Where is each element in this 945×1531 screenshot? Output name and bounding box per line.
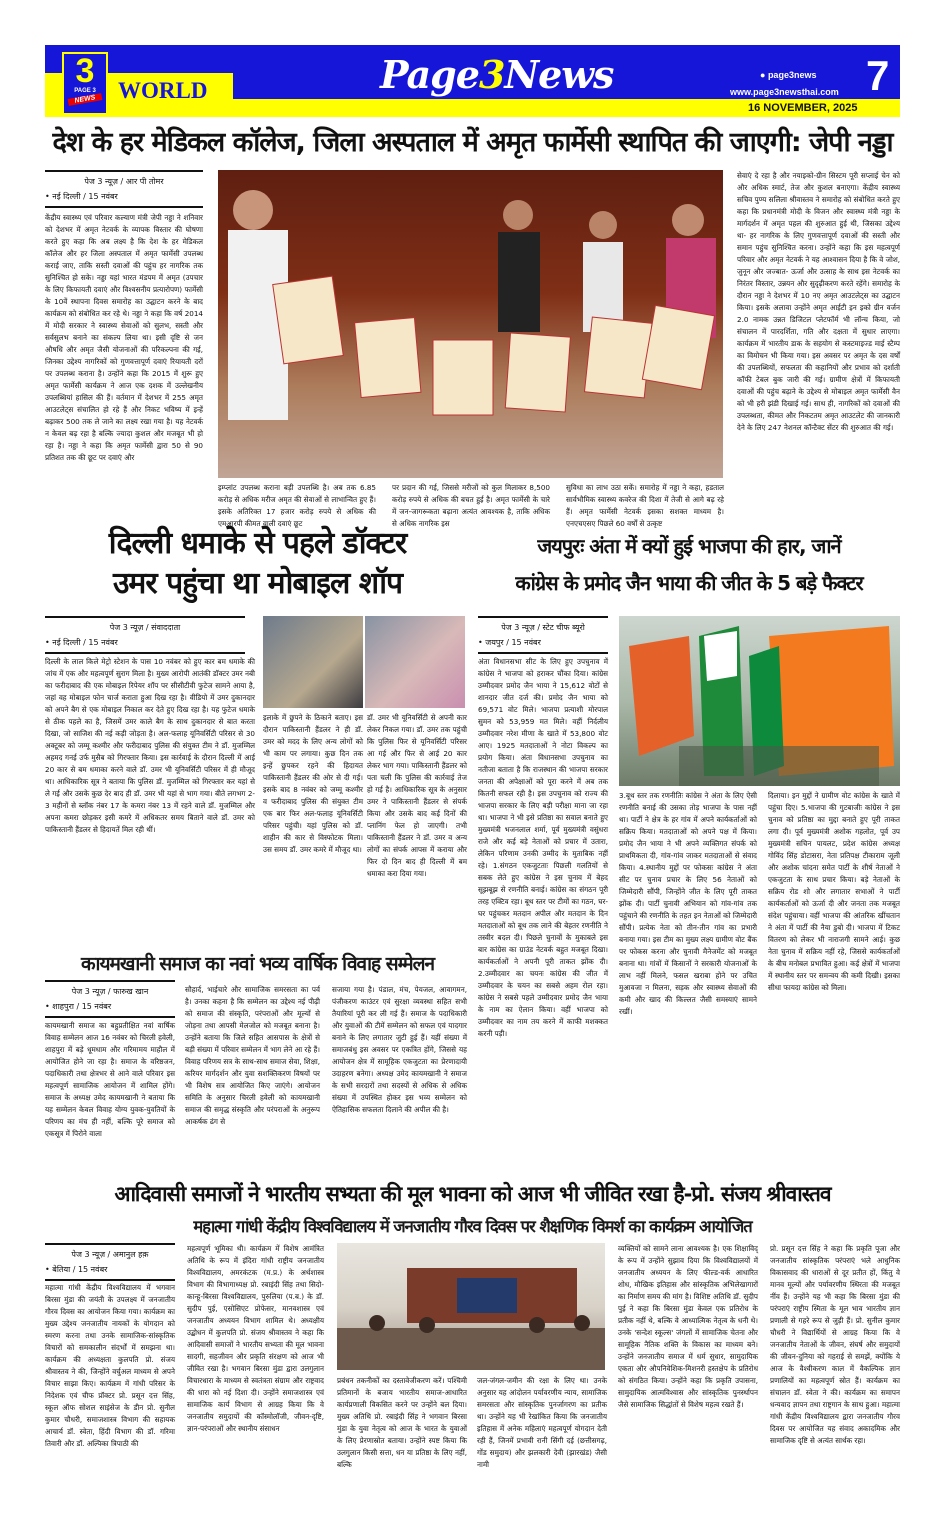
byline-dateline: • नई दिल्ली / 15 नवंबर (45, 637, 245, 648)
byline-author: पेज 3 न्यूज़ / संवाददाता (109, 623, 181, 632)
a4-headline: कायमखानी समाज का नवां भव्य वार्षिक विवाह सम्मेलन (80, 953, 435, 975)
a3-headline (478, 528, 900, 602)
a5-headline: आदिवासी समाजों ने भारतीय सभ्यता की मूल भावना को आज भी जीवित रखा है-प्रो. संजय श्रीवास्तव (114, 1182, 831, 1206)
a3-column-2: 3.बूथ स्तर तक रणनीतिः कांग्रेस ने अंता के लिए ऐसी रणनीति बनाई की उसका तोड़ भाजपा के पास नहीं था। पार्टी ने क्षेत्र के हर गांव में अपने कार्यकर्ताओं को सक्रिय किया। मतदाताओं को अपने पक्ष में किया। प्रमोद जैन भाया ने भी अपने व्यक्तिगत संपर्क को प्राथमिकता दी, गांव-गांव जाकर मतदाताओं से संवाद किया। 4.स्थानीय मुद्दों पर फोकसः कांग्रेस ने अंता सीट पर चुनाव प्रचार के लिए 56 नेताओं को जिम्मेदारी सौंपी, जिन्होंने जीत के लिए पूरी ताकत झोंक दी। पार्टी चुनावी अभियान को गांव-गांव तक पहुंचाने की रणनीति के तहत इन नेताओं को जिम्मेदारी सौंपी। प्रत्येक नेता को तीन-तीन गांव का प्रभारी बनाया गया। इस टीम का मुख्य लक्ष्य ग्रामीण वोट बैंक पर फोकस करना और चुनावी मैनेजमेंट को मजबूत बनाना था। गांवों में किसानों ने सरकारी योजनाओं के लाभ नहीं मिलने, फसल खराबा होने पर उचित मुआवजा न मिलना, सड़क और स्वास्थ्य सेवाओं की कमी और खाद की किल्लत जैसी समस्याएं सामने रखीं। (619, 791, 757, 1016)
a3-headline-line-1: जयपुरः अंता में क्यों हुई भाजपा की हार, जानें (537, 534, 841, 558)
a1-column-1: केंद्रीय स्वास्थ्य एवं परिवार कल्याण मंत्री जेपी नड्डा ने शनिवार को देशभर में अमृत नेटवर्क के व्यापक विस्तार की घोषणा करते हुए कहा कि अब लक्ष्य है कि देश के हर मेडिकल कॉलेज और हर जिला अस्पताल में अमृत फार्मेसी उपलब्ध कराई जाए, ताकि सस्ती दवाओं की पहुंच हर नागरिक तक सुनिश्चित हो सके। नड्डा यहां भारत मंडपम में अमृत (उपचार के लिए किफायती दवाएं और विश्वसनीय प्रत्यारोपण) फार्मेसी के 10वें स्थापना दिवस समारोह का उद्घाटन करने के बाद कार्यक्रम को संबोधित कर रहे थे। नड्डा ने कहा कि वर्ष 2014 में मोदी सरकार ने स्वास्थ्य सेवाओं को सुलभ, सस्ती और सर्वसुलभ बनाने का संकल्प लिया था। इसी दृष्टि से जन औषधि और अमृत जैसी योजनाओं की परिकल्पना की गई, जिनका उद्देश्य नागरिकों को गुणवत्तापूर्ण दवाएं रियायती दरों पर उपलब्ध कराना है। उन्होंने कहा कि 2015 में शुरू हुए अमृत फार्मेसी कार्यक्रम ने आज एक दशक में उल्लेखनीय उपलब्धियां हासिल की हैं। वर्तमान में देशभर में 255 अमृत आउटलेट्स संचालित हो रहे हैं और निकट भविष्य में इन्हें बढ़ाकर 500 तक ले जाने का लक्ष्य रखा गया है। यह नेटवर्क न केवल बढ़ रहा है बल्कि ज्यादा कुशल और मजबूत भी हो रहा है। नड्डा ने कहा कि अमृत फार्मेसी द्वारा 50 से 90 प्रतिशत तक की छूट पर दवाएं और (45, 213, 203, 462)
a2-column-3: डॉ. उमर भी यूनिवर्सिटी से अपनी कार लेकर निकल गया। डॉ. उमर तक पहुंची कि पुलिस फिर से यूनिवर्सिटी परिसर आ गई और फिर से आई 20 कार लेकर भाग गया। पाकिस्तानी हैंडलर को पता चली कि पुलिस की कार्रवाई तेज हो गई है। आधिकारिक सूत्र के अनुसार उमर ने पाकिस्तानी हैंडलर से संपर्क किया और उसके बाद कई दिनों की प्लानिंग फेल हो जाएगी। तभी पाकिस्तानी हैंडलर ने डॉ. उमर व अन्य लोगों का संपर्क आपस में कराया और फिर दो दिन बाद ही दिल्ली में बम धमाका करा दिया गया। (367, 713, 467, 878)
social-icon: ● (760, 70, 768, 80)
a1-photo-illustration (218, 170, 723, 478)
a2-headline-line-1: दिल्ली धमाके से पहले डॉक्टर (108, 526, 407, 561)
issue-date: 16 NOVEMBER, 2025 (748, 102, 858, 114)
byline-author: पेज 3 न्यूज़ / स्टेट चीफ ब्यूरो (501, 623, 585, 632)
a5-column-1: महात्मा गांधी केंद्रीय विश्वविद्यालय में भगवान बिरसा मुंडा की जयंती के उपलक्ष्य में जनजातीय गौरव दिवस का आयोजन किया गया। कार्यक्रम का मुख्य उद्देश्य जनजातीय नायकों के योगदान को स्मरण करना तथा उनके सामाजिक-सांस्कृतिक विचारों को समकालीन संदर्भों में समझना था। कार्यक्रम की अध्यक्षता कुलपति प्रो. संजय श्रीवास्तव ने की, जिन्होंने वर्चुअल माध्यम से अपने विचार साझा किए। कार्यक्रम में गांधी परिसर के निदेशक एवं चीफ प्रॉक्टर प्रो. प्रसून दत्त सिंह, स्कूल ऑफ सोशल साइंसेज के डीन प्रो. सुनील कुमार चौधरी, समाजशास्त्र विभाग की सहायक आचार्य डॉ. स्वेता, हिंदी विभाग की डॉ. गरिमा तिवारी और डॉ. अल्पिका त्रिपाठी की (45, 1283, 175, 1448)
a2-headline (45, 524, 470, 604)
section-label: WORLD (118, 78, 208, 103)
newspaper-brand (380, 52, 613, 97)
a3-flags-illustration (619, 616, 900, 786)
a4-byline (45, 980, 175, 1018)
byline-author: पेज 3 न्यूज़ / आर पी तोमर (84, 177, 164, 186)
social-handle (760, 70, 816, 80)
a1-column-right: सेवाएं दे रहा है और नयाइको-ग्रीन सिस्टम पूरी सप्लाई चेन को और अधिक स्मार्ट, तेज और कुशल बनाएगा। केंद्रीय स्वास्थ्य सचिव पुण्य सलिला श्रीवास्तव ने समारोह को संबोधित करते हुए कहा कि प्रधानमंत्री मोदी के विजन और स्वास्थ्य मंत्री नड्डा के मार्गदर्शन में अमृत पहल की शुरुआत हुई थी, जिसका उद्देश्य था- हर नागरिक के लिए गुणवत्तापूर्ण दवाओं की सस्ती और समान पहुंच सुनिश्चित करना। उन्होंने कहा कि इस महत्वपूर्ण परिवार और अमृत नेटवर्क ने यह आश्वासन दिया है कि वे जोश, जुनून और जज्बात- ऊर्जा और उत्साह के साथ इस नेटवर्क का निरंतर विस्तार, उन्नयन और सुदृढ़ीकरण करते रहेंगे। समारोह के दौरान नड्डा ने देशभर में 10 नए अमृत आउटलेट्स का उद्घाटन किया। इसके अलावा उन्होंने अमृत आईटी इन इको ग्रीन वर्जन 2.0 नामक उन्नत डिजिटल प्लेटफॉर्म भी लॉन्च किया, जो संचालन में पारदर्शिता, गति और दक्षता में सुधार लाएगा। कार्यक्रम में भारतीय डाक के सहयोग से कस्टमाइज्ड माई स्टैम्प का विमोचन भी किया गया। इस अवसर पर अमृत के दस वर्षों की उपलब्धियों, सफलता की कहानियों और प्रभाव को दर्शाती कॉफी टेबल बुक जारी की गई। ग्रामीण क्षेत्रों में किफायती दवाओं की पहुंच बढ़ाने के उद्देश्य से मोबाइल अमृत फार्मेसी वैन को भी हरी झंडी दिखाई गई। साथ ही, नागरिकों को दवाओं की उपलब्धता, कीमत और निकटतम अमृत आउटलेट की जानकारी देने के लिए 247 नेशनल कॉन्टैक्ट सेंटर की शुरुआत की गई। (737, 171, 900, 432)
a3-byline (478, 616, 608, 654)
a1-under-photo-col-2: पर प्रदान की गई, जिससे मरीजों को कुल मिलाकर 8,500 करोड़ रुपये से अधिक की बचत हुई है। अमृत फार्मेसी के चारे में जन-जागरूकता बढ़ाना अत्यंत आवश्यक है, ताकि अधिक से अधिक नागरिक इस (392, 483, 550, 528)
a5-byline (45, 1243, 175, 1281)
website-url: www.page3newsthai.com (730, 87, 839, 97)
a1-under-photo-col-1: इम्प्लांट उपलब्ध कराना बड़ी उपलब्धि है। अब तक 6.85 करोड़ से अधिक मरीज अमृत की सेवाओं से लाभान्वित हुए हैं। इसके अतिरिक्त 17 हजार करोड़ रुपये से अधिक की एमआरपी कीमत वाली दवाएं छूट (218, 483, 376, 528)
a2-byline (45, 616, 245, 654)
a1-photo-amrit-pharmacy-event (218, 170, 723, 478)
a3-headline-line-2: कांग्रेस के प्रमोद जैन भाया की जीत के 5 बड़े फैक्टर (515, 571, 863, 595)
byline-dateline: • बेतिया / 15 नवंबर (45, 1264, 175, 1275)
a5-subheadline: महात्मा गांधी केंद्रीय विश्वविद्यालय में जनजातीय गौरव दिवस पर शैक्षणिक विमर्श का कार्यक्रम आयोजित (193, 1217, 752, 1236)
a1-headline: देश के हर मेडिकल कॉलेज, जिला अस्पताल में अमृत फार्मेसी स्थापित की जाएगी: जेपी नड्डा (52, 127, 893, 158)
a2-cctv-photo-1 (263, 616, 363, 708)
a1-under-photo-col-3: सुविधा का लाभ उठा सकें। समारोह में नड्डा ने कहा, हडताल सार्वभौमिक स्वास्थ्य कवरेज की दिशा में तेजी से आगे बढ़ रहे हैं। अमृत फार्मेसी नेटवर्क इसका सशक्त माध्यम है। एनएचएसए पिछले 60 वर्षों से उत्कृष्ट (566, 483, 724, 528)
a4-column-2: सौहार्द, भाईचारे और सामाजिक समरसता का पर्व है। उनका कहना है कि सम्मेलन का उद्देश्य नई पीढ़ी को समाज की संस्कृति, परंपराओं और मूल्यों से जोड़ना तथा आपसी मेलजोल को मजबूत बनाना है। उन्होंने बताया कि जिले सहित आसपास के क्षेत्रों से बड़ी संख्या में परिवार सम्मेलन में भाग लेने आ रहे हैं। विवाह परिणय सत्र के साथ-साथ समाज सेवा, शिक्षा, करियर मार्गदर्शन और युवा सशक्तिकरण विषयों पर भी विशेष सत्र आयोजित किए जाएंगे। आयोजन समिति के अनुसार चिरली हवेली को कायमखानी समाज की समृद्ध संस्कृति और परंपराओं के अनुरूप आकर्षक ढंग से (185, 985, 320, 1126)
a5-column-3: व्यक्तियों को सामने लाना आवश्यक है। एक शिक्षाविद् के रूप में उन्होंने सुझाव दिया कि विश्वविद्यालयों में जनजातीय अध्ययन के लिए फील्ड-वर्क आधारित शोध, मौखिक इतिहास और सांस्कृतिक अभिलेखागारों का निर्माण समय की मांग है। विशिष्ट अतिथि डॉ. सुदीप पुई ने कहा कि बिरसा मुंडा केवल एक प्रतिरोध के प्रतीक नहीं थे, बल्कि वे आध्यात्मिक नेतृत्व के धनी थे। उनके 'सन्देश स्कूल्स' जंगलों में सामाजिक चेतना और सामूहिक नैतिक शक्ति के विकास का माध्यम बने। उन्होंने जनजातीय समाज में धर्म सुधार, सामुदायिक एकता और औपनिवेशिक-मिशनरी हस्तक्षेप के प्रतिरोध को संगठित किया। उन्होंने कहा कि प्रकृति उपासना, सामुदायिक आत्मविश्वास और सांस्कृतिक पुनर्स्थापन जैसे सामाजिक सिद्धांतों से विशेष महत्व रखते हैं। (618, 1244, 758, 1409)
a2-cctv-photo-2 (365, 616, 465, 708)
a5-column-2: महत्वपूर्ण भूमिका थी। कार्यक्रम में विशेष आमंत्रित अतिथि के रूप में इंदिरा गांधी राष्ट्रीय जनजातीय विश्वविद्यालय, अमरकंटक (म.प्र.) के अर्थशास्त्र विभाग की विभागाध्यक्ष प्रो. रबाइंदी सिंह तथा सिदो-कान्हू-बिरसा विश्वविद्यालय, पुरुलिया (प.ब.) के डॉ. सुदीप पुई, एसोसिएट प्रोफेसर, मानवशास्त्र एवं जनजातीय अध्ययन विभाग शामिल थे। अध्यक्षीय उद्बोधन में कुलपति प्रो. संजय श्रीवास्तव ने कहा कि आदिवासी समाजों ने भारतीय सभ्यता की मूल भावना सादगी, सहजीवन और प्रकृति संरक्षण को आज भी जीवित रखा है। भगवान बिरसा मुंडा द्वारा उलगुलान विचारधारा के माध्यम से स्वतंत्रता संग्राम और राष्ट्रवाद की धारा को नई दिशा दी। उन्होंने समाजशास्त्र एवं सामाजिक कार्य विभाग से आग्रह किया कि वे जनजातीय समुदायों की कॉस्मोलॉजी, जीवन-दृष्टि, ज्ञान-परंपराओं और स्थानीय संसाधन (187, 1244, 324, 1433)
a1-byline (45, 170, 203, 208)
brand-right: News (504, 52, 614, 97)
a4-column-1: कायमखानी समाज का बहुप्रतीक्षित नवां वार्षिक विवाह सम्मेलन आज 16 नवंबर को चिरली हवेली, शाहपुरा में बड़े धूमधाम और गरिमामय माहौल में आयोजित होने जा रहा है। समाज के वरिष्ठजन, पदाधिकारी तथा क्षेत्रभर से आने वाले परिवार इस महत्वपूर्ण सामाजिक आयोजन में शामिल होंगे। समाज के अध्यक्ष उमेद कायमखानी ने बताया कि यह सम्मेलन केवल विवाह योग्य युवक-युवतियों के परिणय का मंच ही नहीं, बल्कि पूरे समाज को एकसूत्र में पिरोने वाला (45, 1021, 175, 1138)
a2-column-1: दिल्ली के लाल किले मेट्रो स्टेशन के पास 10 नवंबर को हुए कार बम धमाके की जांच में एक और महत्वपूर्ण सुराग मिला है। मुख्य आरोपी आतंकी डॉक्टर उमर नबी का फरीदाबाद की एक मोबाइल रिपेयर शॉप पर सीसीटीवी फुटेज सामने आया है, जहां वह मोबाइल फोन चार्ज कराता हुआ दिख रहा है। वीडियो में उमर दुकानदार को अपने बैग से एक मोबाइल निकाल कर देते हुए दिख रहा है। यह फुटेज धमाके से ठीक पहले का है, जिसमें उमर काले बैग के साथ दुकानदार से बात करता दिखा, जो साजिश की नई कड़ी जोड़ता है। अल-फलाह यूनिवर्सिटी परिसर से 30 अक्टूबर को जम्मू कश्मीर और फरीदाबाद पुलिस की संयुक्त टीम ने डॉ. मुजम्मिल अहमद गनई उर्फ मुसैब को गिरफ्तार किया। इस कार्रवाई के दौरान दिल्ली में आई 20 कार से बम धमाका करने वाले डॉ. उमर भी यूनिवर्सिटी परिसर में ही मौजूद था। आधिकारिक सूत्र ने बताया कि पुलिस डॉ. मुजम्मिल को गिरफ्तार कर यहां से ले गई और उसके कुछ देर बाद ही डॉ. उमर भी यहां से भाग गया। बीते लगभग 2-3 महीनों से ब्लॉक नंबर 17 के कमरा नंबर 13 में रहने वाले डॉ. मुजम्मिल और अपना कमरा छोड़कर इसी कमरे में अधिकतर समय बिताने वाले डॉ. उमर को पाकिस्तानी हैंडलर से हिदायतें मिल रही थीं। (45, 657, 255, 834)
a4-column-3: सजाया गया है। पंडाल, मंच, पेयजल, आवागमन, पंजीकरण काउंटर एवं सुरक्षा व्यवस्था सहित सभी तैयारियां पूरी कर ली गई हैं। समाज के पदाधिकारी और युवाओं की टीमें सम्मेलन को सफल एवं यादगार बनाने के लिए लगातार जुटी हुई हैं। यहीं संख्या में समाजबंधु इस अवसर पर एकत्रित होंगे, जिससे यह आयोजन क्षेत्र में सामूहिक एकजुटता का प्रेरणादायी उदाहरण बनेगा। अध्यक्ष उमेद कायमखानी ने समाज के सभी सरदारों तथा सदस्यों से अधिक से अधिक संख्या में उपस्थित होकर इस भव्य सम्मेलन को ऐतिहासिक सफलता दिलाने की अपील की है। (332, 985, 467, 1114)
a3-photo-party-flags (619, 616, 900, 786)
a5-column-4: प्रो. प्रसून दत्त सिंह ने कहा कि प्रकृति पूजा और जनजातीय सांस्कृतिक परंपराएं भले आधुनिक विकासवाद की धाराओं से दूर प्रतीत हों, किंतु वे मानव मूल्यों और पर्यावरणीय स्थिरता की मजबूत नींव हैं। उन्होंने यह भी कहा कि बिरसा मुंडा की परंपराएं राष्ट्रीय स्मिता के मूल भाव भारतीय ज्ञान प्रणाली से गहरे रूप से जुड़ी हैं। प्रो. सुनील कुमार चौधरी ने विद्यार्थियों से आग्रह किया कि वे जनजातीय नेताओं के जीवन, संघर्ष और समुदायों की जीवन-दुनिया को गहराई से समझें, क्योंकि ये आज के वैश्वीकरण काल में वैकल्पिक ज्ञान प्रणालियों का महत्वपूर्ण स्रोत हैं। कार्यक्रम का संचालन डॉ. स्वेता ने की। कार्यक्रम का समापन धन्यवाद ज्ञापन तथा राष्ट्रगान के साथ हुआ। महात्मा गांधी केंद्रीय विश्वविद्यालय द्वारा जनजातीय गौरव दिवस पर आयोजित यह संवाद अकादमिक और सामाजिक दृष्टि से अत्यंत सार्थक रहा। (770, 1244, 900, 1445)
brand-mid: 3 (478, 52, 505, 97)
page-number: 7 (866, 52, 890, 99)
logo-text: PAGE 3 (74, 88, 96, 94)
social-text: page3news (767, 70, 817, 80)
page3-logo (62, 52, 108, 115)
a3-column-3: दिलाया। इन मुद्दों ने ग्रामीण वोट कांग्रेस के खाते में पहुंचा दिए। 5.भाजपा की गुटबाजीः कांग्रेस ने इस चुनाव को प्रतिष्ठा का मुद्दा बनाते हुए पूरी ताकत लगा दी। पूर्व मुख्यमंत्री अशोक गहलोत, पूर्व उप मुख्यमंत्री सचिन पायलट, प्रदेश कांग्रेस अध्यक्ष गोविंद सिंह डोटासरा, नेता प्रतिपक्ष टीकाराम जूली और अशोक चांदना समेत पार्टी के शीर्ष नेताओं ने एकजुटता के साथ प्रचार किया। बड़े नेताओं के सक्रिय रोड शो और लगातार सभाओं ने पार्टी कार्यकर्ताओं को ऊर्जा दी और जनता तक मजबूत संदेश पहुंचाया। वहीं भाजपा की आंतरिक खींचतान ने अंता में पार्टी की नैया डुबो दी। भाजपा में टिकट वितरण को लेकर भी नाराजगी सामने आई। कुछ नेता चुनाव में सक्रिय नहीं रहे, जिससे कार्यकर्ताओं के बीच मनोबल प्रभावित हुआ। कई क्षेत्रों में भाजपा में स्थानीय स्तर पर समन्वय की कमी दिखी। इसका सीधा फायदा कांग्रेस को मिला। (768, 791, 900, 992)
a5-photo-seminar (337, 1243, 605, 1370)
logo-number: 3 (75, 52, 95, 90)
a5-seminar-illustration (337, 1243, 605, 1370)
byline-author: पेज 3 न्यूज़ / अमानुल हक़ (71, 1250, 149, 1259)
byline-author: पेज 3 न्यूज़ / फारुख खान (71, 987, 149, 996)
a2-headline-line-2: उमर पहुंचा था मोबाइल शॉप (112, 566, 403, 601)
a3-column-1: अंता विधानसभा सीट के लिए हुए उपचुनाव में कांग्रेस ने भाजपा को हराकर चौंका दिया। कांग्रेस उम्मीदवार प्रमोद जैन भाया ने 15,612 वोटों से शानदार जीत दर्ज की। प्रमोद जैन भाया को 69,571 वोट मिले। भाजपा प्रत्याशी मोरपाल सुमन को 53,959 मत मिले। वहीं निर्दलीय उम्मीदवार नरेश मीणा के खाते में 53,800 वोट आए। 1925 मतदाताओं ने नोटा विकल्प का प्रयोग किया। अंता विधानसभा उपचुनाव का नतीजा बताता है कि राजस्थान की भाजपा सरकार जनता की अपेक्षाओं को पूरा करने में अब तक कितनी सफल रही है। इस उपचुनाव को राज्य की भाजपा सरकार के लिए बड़ी परीक्षा माना जा रहा था। भाजपा ने भी इसे प्रतिष्ठा का सवाल बनाते हुए मुख्यमंत्री भजनलाल शर्मा, पूर्व मुख्यमंत्री वसुंधरा राजे और कई बड़े नेताओं को प्रचार में उतारा, लेकिन परिणाम उनकी उम्मीद के मुताबिक नहीं रहे। 1.संगठन एकजुटताः पिछली गलतियों से सबक लेते हुए कांग्रेस ने इस चुनाव में बेहद सूझबूझ से रणनीति बनाई। कांग्रेस का संगठन पूरी तरह एक्टिव रहा। बूथ स्तर पर टीमों का गठन, घर-घर पहुंचकर मतदान अपील और मतदान के दिन मतदाताओं को बूथ तक लाने की बेहतर रणनीति ने तस्वीर बदल दी। पिछले चुनावों के मुकाबले इस बार कांग्रेस का ग्राउंड नेटवर्क बहुत मजबूत दिखा। कार्यकर्ताओं ने अपनी पूरी ताकत झोंक दी। 2.उम्मीदवार का चयनः कांग्रेस की जीत में उम्मीदवार के चयन का सबसे अहम रोल रहा। कांग्रेस ने सबसे पहले उम्मीदवार प्रमोद जैन भाया के नाम का ऐलान किया। वहीं भाजपा को उम्मीदवार का नाम तय करने में काफी मशक्कत करनी पड़ी। (478, 657, 608, 1038)
a2-column-2: इलाके में छुपने के ठिकाने बताए। इस दौरान पाकिस्तानी हैंडलर ने ही डॉ. उमर को मदद के लिए अन्य लोगों को भी काम पर लगाया। कुछ दिन तक इन्हें छुपकर रहने की हिदायत पाकिस्तानी हैंडलर की ओर से दी गई। इसके बाद 8 नवंबर को जम्मू कश्मीर व फरीदाबाद पुलिस की संयुक्त टीम एक बार फिर अल-फलाह यूनिवर्सिटी परिसर पहुंची। यहां पुलिस को डॉ. शाहीन की कार से विस्फोटक मिला। उस समय डॉ. उमर कमरे में मौजूद था। (263, 713, 363, 854)
a5-under-photo-col-1: प्रबंधन तकनीकों का दस्तावेजीकरण करें। पश्चिमी प्रतिमानों के बजाय भारतीय समाज-आधारित कार्यप्रणाली विकसित करने पर उन्होंने बल दिया। मुख्य अतिथि प्रो. रबाइंदी सिंह ने भगवान बिरसा मुंडा के युवा नेतृत्व को आज के भारत के युवाओं के लिए प्रेरणास्रोत बताया। उन्होंने स्पष्ट किया कि उलगुलान किसी सत्ता, धन या प्रतिष्ठा के लिए नहीं, बल्कि (337, 1376, 467, 1469)
byline-dateline: • जयपुर / 15 नवंबर (478, 637, 608, 648)
byline-dateline: • शाहपुरा / 15 नवंबर (45, 1001, 175, 1012)
brand-left: Page (380, 52, 479, 97)
a5-under-photo-col-2: जल-जंगल-जमीन की रक्षा के लिए था। उनके अनुसार यह आंदोलन पर्यावरणीय न्याय, सामाजिक समरसता और सांस्कृतिक पुनर्जागरण का प्रतीक था। उन्होंने यह भी रेखांकित किया कि जनजातीय इतिहास में अनेक महिलाएं महत्वपूर्ण योगदान देती रही हैं, जिनमें प्रभावी रानी सिंगी दई (छत्तीसगढ़, गोंड समुदाय) और झलकारी देवी (झारखंड) जैसी नामी (477, 1376, 607, 1469)
byline-dateline: • नई दिल्ली / 15 नवंबर (45, 191, 203, 202)
logo-badge: NEWS (68, 93, 103, 106)
